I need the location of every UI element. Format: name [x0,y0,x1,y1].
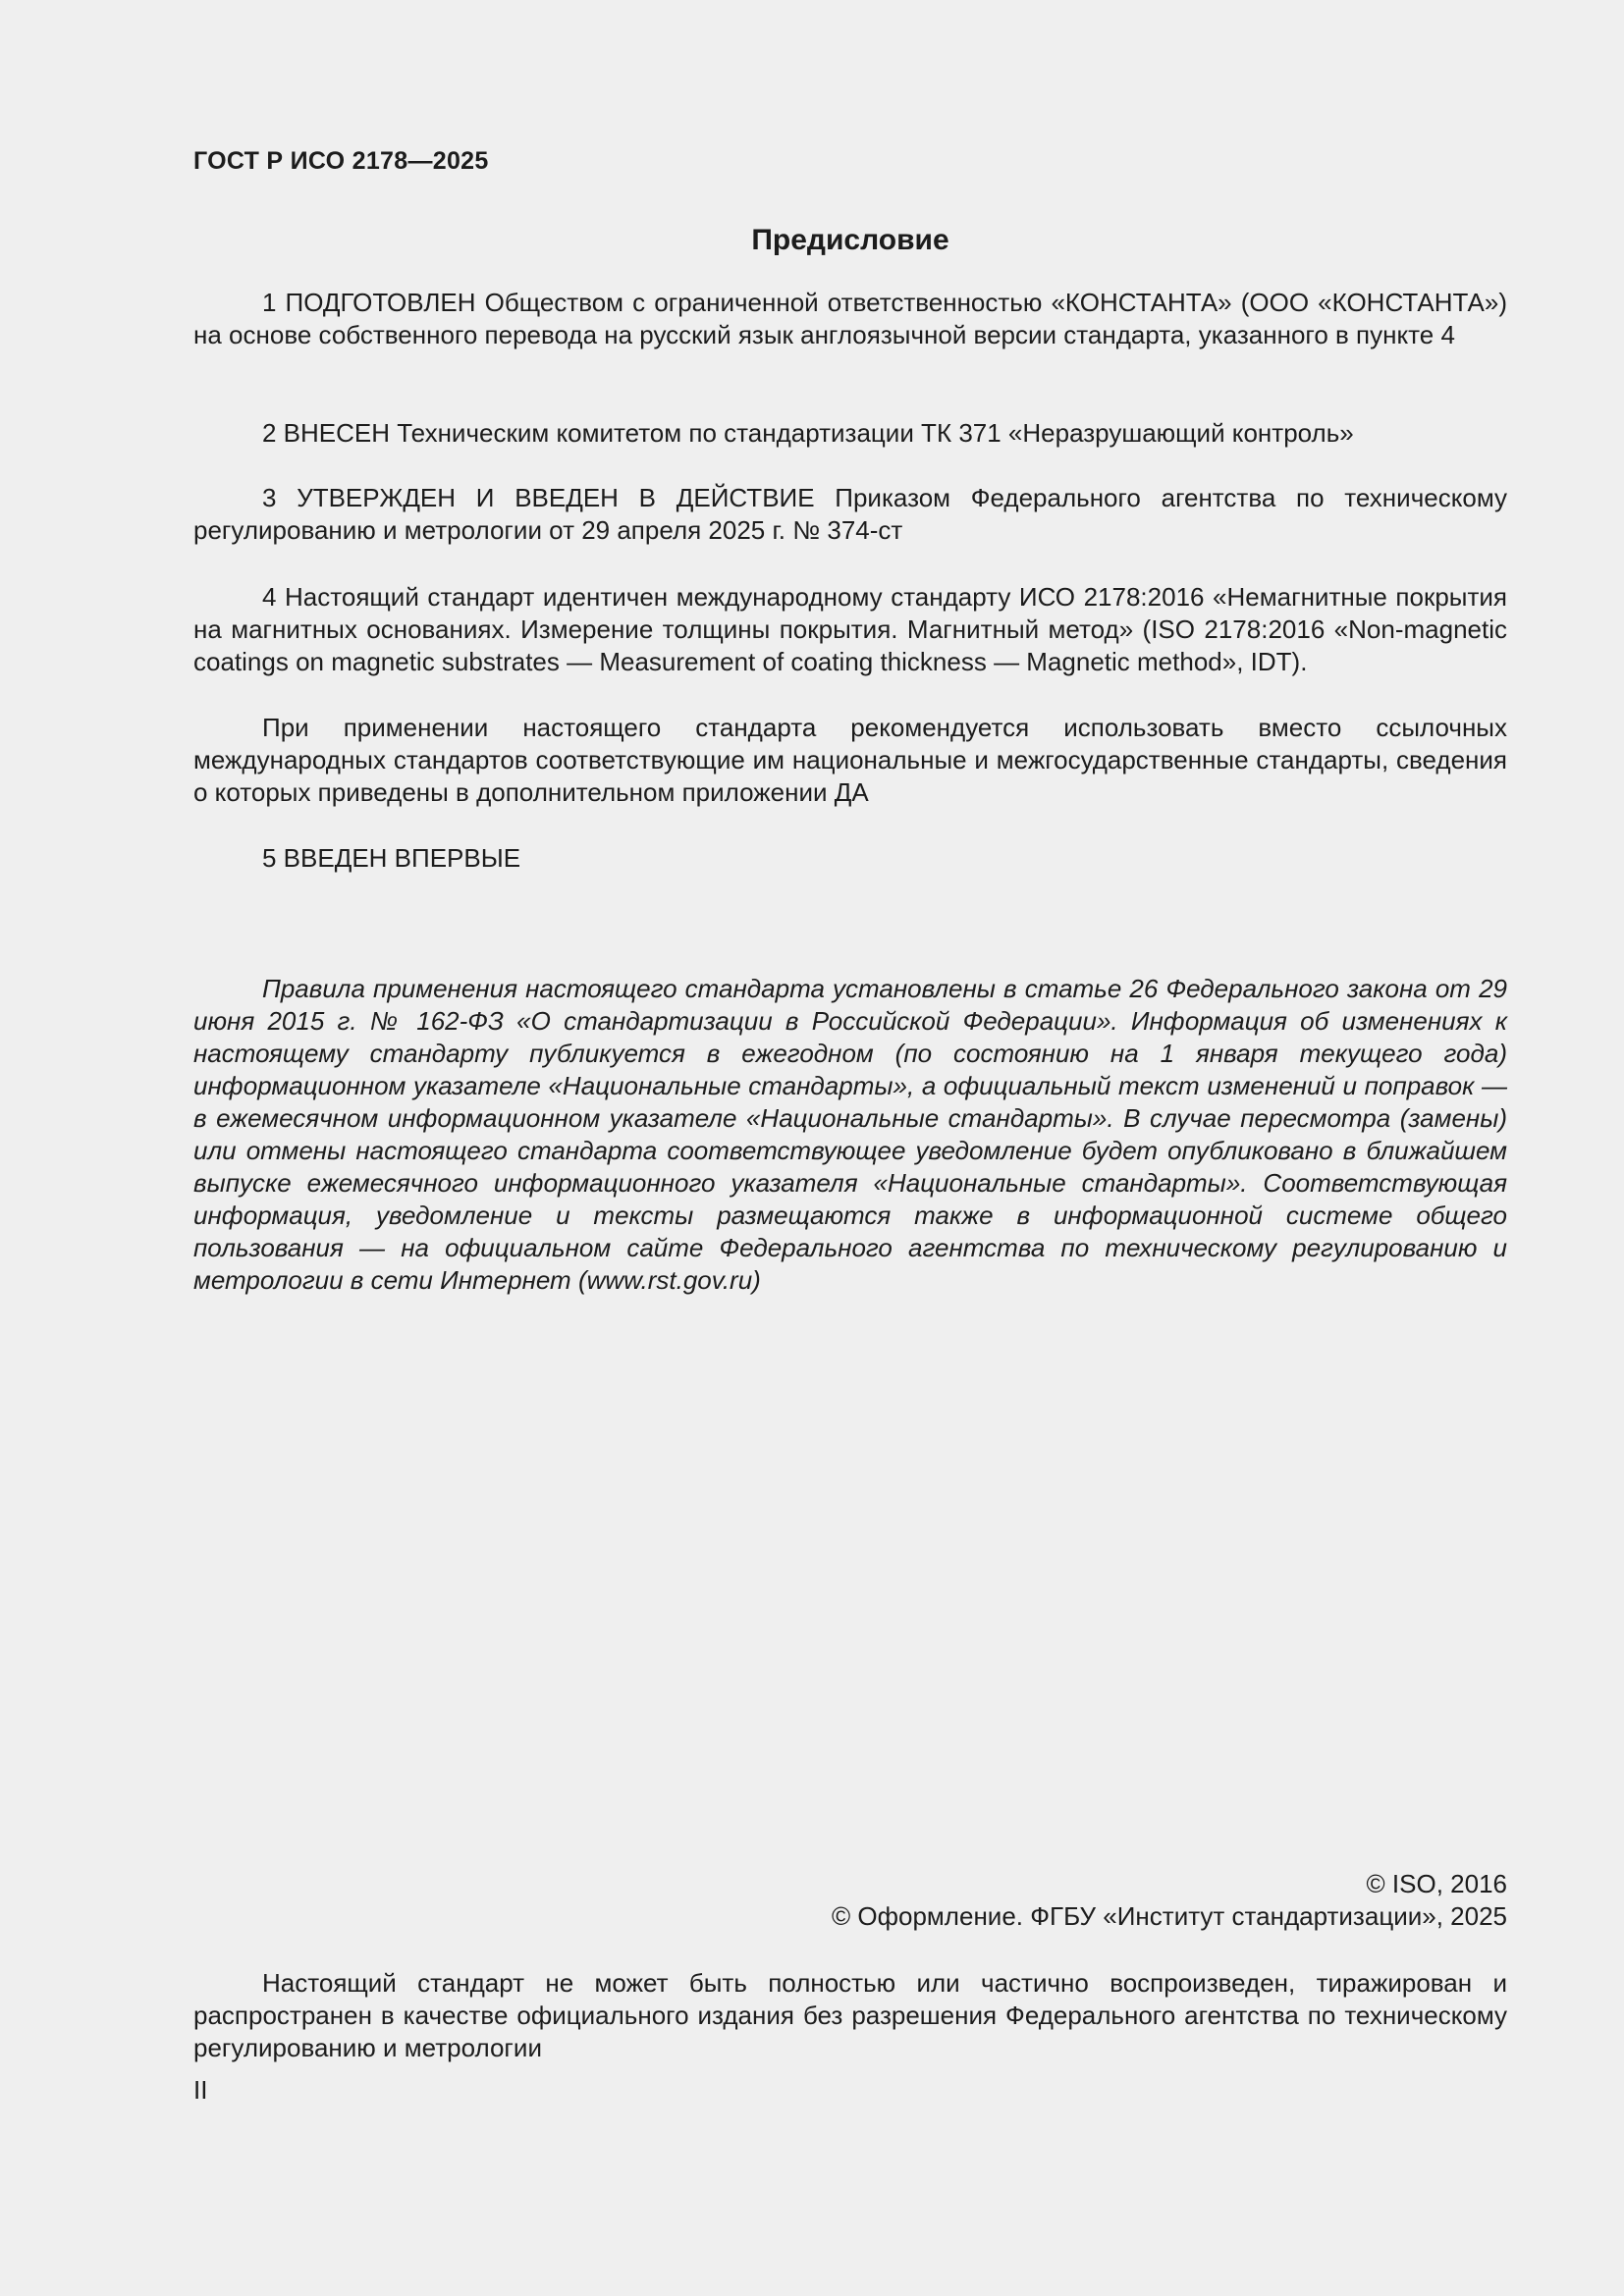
document-code: ГОСТ Р ИСО 2178—2025 [193,147,489,175]
reproduction-notice: Настоящий стандарт не может быть полностью или частично воспроизведен, тиражирован и распространен в качестве официального издания без разрешения Федерального агентства по техническому регулированию и метрологии [193,1968,1507,2062]
foreword-item-4: 4 Настоящий стандарт идентичен международному стандарту ИСО 2178:2016 «Немагнитные покрытия на магнитных основаниях. Измерение толщины покрытия. Магнитный метод» (ISO 2178:2016 «Non-magnetic coatings on magnetic substrates — Measurement of coating thickness — Magnetic method», IDT). [193,582,1507,676]
foreword-item-2: 2 ВНЕСЕН Техническим комитетом по стандартизации ТК 371 «Неразрушающий контроль» [262,418,1354,448]
foreword-item-4-note: При применении настоящего стандарта рекомендуется использовать вместо ссылочных международных стандартов соответствующие им национальные и межгосударственные стандарты, сведения о которых приведены в дополнительном приложении ДА [193,713,1507,807]
page-title: Предисловие [751,224,949,256]
rules-notice: Правила применения настоящего стандарта установлены в статье 26 Федерального закона от 29 июня 2015 г. № 162-ФЗ «О стандартизации в Российской Федерации». Информация об изменениях к настоящему стандарту публикуется в ежегодном (по состоянию на 1 января текущего года) информационном указателе «Национальные стандарты», а официальный текст изменений и поправок — в ежемесячном информационном указателе «Национальные стандарты». В случае пересмотра (замены) или отмены настоящего стандарта соответствующее уведомление будет опубликовано в ближайшем выпуске ежемесячного информационного указателя «Национальные стандарты». Соответствующая информация, уведомление и тексты размещаются также в информационной системе общего пользования — на официальном сайте Федерального агентства по техническому регулированию и метрологии в сети Интернет (www.rst.gov.ru) [193,974,1507,1295]
foreword-item-1: 1 ПОДГОТОВЛЕН Обществом с ограниченной ответственностью «КОНСТАНТА» (ООО «КОНСТАНТА») на основе собственного перевода на русский язык англоязычной версии стандарта, указанного в пункте 4 [193,288,1507,349]
foreword-item-5: 5 ВВЕДЕН ВПЕРВЫЕ [262,843,521,873]
iso-copyright: © ISO, 2016 [1366,1869,1507,1898]
page-number: II [193,2075,208,2105]
foreword-item-3: 3 УТВЕРЖДЕН И ВВЕДЕН В ДЕЙСТВИЕ Приказом Федерального агентства по техническому регулированию и метрологии от 29 апреля 2025 г. № 374-ст [193,483,1507,545]
design-copyright: © Оформление. ФГБУ «Институт стандартизации», 2025 [832,1901,1507,1931]
